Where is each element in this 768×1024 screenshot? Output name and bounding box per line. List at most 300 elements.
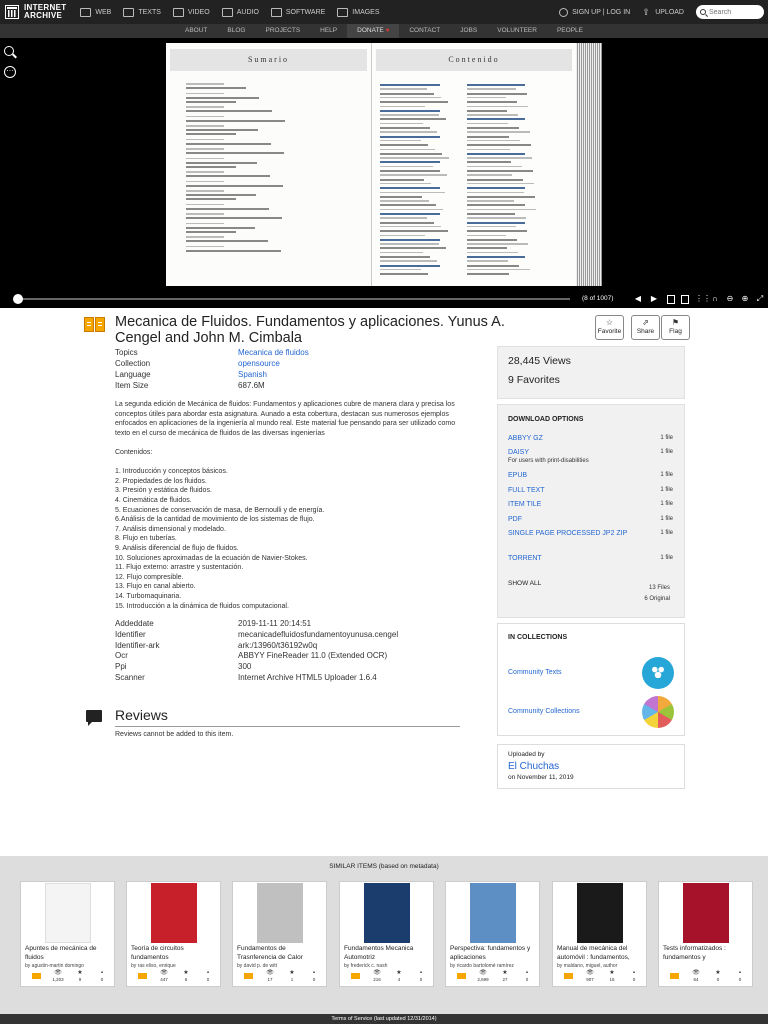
scanned-text-line	[467, 88, 516, 90]
scanned-text-line	[380, 123, 423, 125]
scanned-text-line	[467, 144, 531, 146]
book-icon	[457, 973, 466, 979]
download-file-count: 1 file	[660, 530, 673, 536]
contents-item: 4. Cinemática de fluidos.	[115, 496, 192, 504]
favorite-button[interactable]: ☆ Favorite	[595, 315, 624, 340]
scanned-text-line	[186, 129, 258, 131]
scanned-text-line	[380, 252, 423, 254]
download-format[interactable]: TORRENT	[508, 555, 542, 562]
download-file-count: 1 file	[660, 435, 673, 441]
metadata-key: Collection	[115, 359, 151, 368]
download-format[interactable]: DAISY	[508, 449, 530, 456]
scanned-text-line	[467, 157, 532, 159]
footer-terms[interactable]: Terms of Service (last updated 12/31/2014)	[0, 1014, 768, 1024]
download-option[interactable]	[508, 516, 673, 523]
stat-favs	[601, 970, 623, 984]
metadata-row	[115, 662, 398, 673]
scanned-text-line	[380, 209, 443, 211]
scanned-text-line	[380, 136, 440, 138]
scanned-text-line	[186, 93, 224, 95]
subnav-help[interactable]: HELP	[320, 27, 338, 34]
scanned-text-line	[186, 171, 224, 173]
stat-mediatype	[131, 970, 153, 984]
stat-value: 9	[78, 977, 82, 982]
scanned-text-line	[380, 106, 425, 108]
similar-item-thumbnail[interactable]	[577, 883, 623, 943]
nav-texts[interactable]: TEXTS	[123, 8, 161, 17]
similar-item-title[interactable]: Apuntes de mecánica de fluidos	[25, 945, 97, 961]
metadata-key: Identifier	[115, 629, 146, 639]
book-icon	[244, 973, 253, 979]
community-texts-icon[interactable]	[642, 657, 674, 689]
scanned-text-line	[380, 260, 437, 262]
scanned-text-line	[467, 110, 507, 112]
metadata-row	[115, 369, 309, 380]
metadata-value: 2019-11-11 20:14:51	[238, 619, 312, 628]
user-nav	[559, 0, 764, 24]
scanned-text-line	[186, 250, 281, 252]
scanned-text-line	[467, 106, 528, 108]
download-format[interactable]: EPUB	[508, 472, 528, 479]
scanned-text-line	[467, 247, 507, 249]
scanned-text-line	[186, 97, 259, 99]
metadata-row	[115, 358, 309, 369]
scanned-text-line	[467, 200, 514, 202]
similar-item-thumbnail[interactable]	[364, 883, 410, 943]
nav-audio[interactable]: AUDIO	[222, 8, 259, 17]
stat-value: 0	[716, 977, 720, 982]
subnav-about[interactable]: ABOUT	[185, 27, 208, 34]
scanned-text-line	[380, 213, 440, 215]
similar-item-title[interactable]: Manual de mecánica del automóvil : fundamentos,	[557, 945, 630, 961]
scanned-text-line	[380, 235, 425, 237]
metadata-value[interactable]: Spanish	[238, 370, 267, 379]
scanned-text-line	[186, 231, 236, 233]
texts-icon	[123, 8, 134, 17]
scanned-text-line	[186, 120, 285, 122]
metadata-key: Ppi	[115, 662, 127, 672]
stat-value: 0	[525, 977, 529, 982]
metadata-row	[115, 630, 398, 641]
stat-views	[685, 970, 707, 984]
item-title: Mecanica de Fluidos. Fundamentos y aplicaciones. Yunus A. Cengel and John M. Cimbala	[115, 314, 505, 346]
scanned-text-line	[467, 217, 526, 219]
fullscreen-icon[interactable]: ⤢	[756, 294, 764, 303]
thumbnail-view-icon[interactable]: ⋮⋮	[695, 294, 711, 303]
scanned-text-line	[186, 240, 268, 242]
scanned-text-line	[186, 181, 224, 183]
upload-link[interactable]: ⇪ UPLOAD	[642, 6, 684, 17]
metadata-value: ark:/13960/t36192w0q	[238, 640, 318, 650]
subnav-volunteer[interactable]: VOLUNTEER	[497, 27, 537, 34]
subnav-contact[interactable]: CONTACT	[409, 27, 441, 34]
stat-views	[366, 970, 388, 984]
comment-icon: ▪	[206, 970, 210, 976]
flag-button[interactable]: ⚑ Flag	[661, 315, 690, 340]
scanned-text-line	[380, 166, 433, 168]
uploaded-by-label: Uploaded by	[508, 751, 545, 758]
contents-item: 6.Análisis de la cantidad de movimiento de los sistemas de flujo.	[115, 516, 315, 524]
item-stats	[497, 346, 685, 399]
item-contents-list	[115, 448, 460, 611]
search-box	[696, 5, 764, 19]
metadata-key: Addeddate	[115, 619, 154, 628]
contents-item: 7. Análisis dimensional y modelado.	[115, 525, 226, 533]
download-option[interactable]	[508, 555, 673, 562]
book-reader	[0, 38, 768, 308]
scanned-text-line	[467, 192, 524, 194]
scanned-text-line	[380, 217, 427, 219]
search-inside-icon[interactable]	[4, 46, 14, 56]
similar-item-thumbnail[interactable]	[45, 883, 91, 943]
one-page-view-icon[interactable]	[667, 295, 675, 304]
scanned-text-line	[467, 118, 525, 120]
scanned-text-line	[186, 152, 284, 154]
scanned-text-line	[467, 196, 535, 198]
contents-item: 12. Flujo compresible.	[115, 573, 184, 581]
reviews-note: Reviews cannot be added to this item.	[115, 731, 234, 738]
collection-community-texts[interactable]: Community Texts	[508, 669, 562, 676]
book-icon	[670, 973, 679, 979]
scanned-text-line	[467, 84, 525, 86]
metadata-key: Language	[115, 370, 151, 379]
more-options-icon[interactable]: ···	[4, 66, 16, 78]
scanned-text-line	[380, 127, 430, 129]
video-icon	[173, 8, 184, 17]
similar-item-stats	[450, 970, 538, 984]
logo-text-line1: INTERNET	[24, 3, 67, 12]
stat-mediatype	[344, 970, 366, 984]
similar-item-card[interactable]	[232, 881, 327, 987]
stat-value: 6	[184, 977, 188, 982]
scanned-text-line	[467, 183, 534, 185]
similar-item-title[interactable]: Teoría de circuitos fundamentos	[131, 945, 184, 961]
scanned-text-line	[467, 269, 530, 271]
scanned-text-line	[467, 226, 516, 228]
heart-icon: ♥	[385, 28, 390, 34]
star-icon: ★	[396, 970, 402, 976]
sign-in-link[interactable]: SIGN UP | LOG IN	[559, 8, 630, 17]
scanned-text-line	[380, 131, 437, 133]
collection-community-collections[interactable]: Community Collections	[508, 708, 580, 715]
download-format[interactable]: PDF	[508, 516, 522, 523]
scanned-text-line	[186, 148, 224, 150]
two-page-view-icon[interactable]	[681, 295, 689, 304]
scanned-text-line	[467, 239, 517, 241]
scanned-text-line	[467, 213, 515, 215]
similar-item-thumbnail[interactable]	[151, 883, 197, 943]
similar-item-card[interactable]	[339, 881, 434, 987]
eye-icon: 👁	[692, 970, 700, 976]
metadata-value: Internet Archive HTML5 Uploader 1.6.4	[238, 672, 377, 682]
metadata-key: Scanner	[115, 672, 145, 682]
star-icon: ★	[77, 970, 83, 976]
scanned-text-line	[467, 136, 509, 138]
contents-item: 9. Análisis diferencial de flujo de fluidos.	[115, 544, 239, 552]
scanned-text-line	[467, 260, 508, 262]
search-icon[interactable]	[700, 9, 706, 15]
scanned-text-line	[380, 222, 434, 224]
scanned-text-line	[380, 239, 440, 241]
scanned-text-line	[380, 161, 440, 163]
web-icon	[80, 8, 91, 17]
metadata-key: Item Size	[115, 381, 149, 390]
download-options	[497, 404, 685, 618]
similar-item-title[interactable]: Fundamentos Mecanica Automotriz	[344, 945, 414, 961]
download-option[interactable]	[508, 435, 673, 442]
similar-item-author: by maldano, miguel, author	[557, 963, 618, 969]
stat-views	[259, 970, 281, 984]
eye-icon: 👁	[160, 970, 168, 976]
similar-items	[0, 856, 768, 1014]
stat-favs	[281, 970, 303, 984]
nav-video[interactable]: VIDEO	[173, 8, 210, 17]
files-total: 13 Files	[648, 585, 670, 591]
scanned-text-line	[186, 194, 256, 196]
similar-item-card[interactable]	[658, 881, 753, 987]
scanned-text-line	[186, 83, 224, 85]
zoom-in-icon[interactable]: ⊕	[741, 294, 749, 303]
page-slider-track[interactable]	[14, 298, 570, 300]
uploader-link[interactable]: El Chuchas	[508, 761, 560, 772]
scanned-text-line	[467, 97, 506, 99]
scanned-text-line	[380, 174, 447, 176]
download-option[interactable]	[508, 501, 673, 508]
similar-item-card[interactable]	[445, 881, 540, 987]
comment-icon: ▪	[525, 970, 529, 976]
metadata-value[interactable]: Mecanica de fluidos	[238, 348, 309, 357]
similar-item-card[interactable]	[20, 881, 115, 987]
scanned-text-line	[186, 106, 224, 108]
stat-favs	[388, 970, 410, 984]
scanned-text-line	[186, 204, 224, 206]
similar-item-author: by frederick c. nash	[344, 963, 388, 969]
eye-icon: 👁	[54, 970, 62, 976]
metadata-row	[115, 619, 398, 630]
subnav-donate[interactable]: DONATE ♥	[347, 24, 399, 38]
scanned-text-line	[186, 139, 224, 141]
scanned-text-line	[467, 166, 522, 168]
scanned-text-line	[380, 273, 428, 275]
stat-value: 907	[586, 977, 594, 982]
stat-value: 0	[100, 977, 104, 982]
similar-item-card[interactable]	[126, 881, 221, 987]
scanned-text-line	[467, 243, 528, 245]
scanned-text-line	[186, 133, 236, 135]
scanned-text-line	[380, 114, 439, 116]
similar-item-stats	[237, 970, 325, 984]
show-all-link[interactable]: SHOW ALL	[508, 580, 542, 587]
share-button[interactable]: ⇗ Share	[631, 315, 660, 340]
scanned-text-line	[186, 198, 236, 200]
subnav-projects[interactable]: PROJECTS	[265, 27, 301, 34]
images-icon	[337, 8, 348, 17]
stat-value: 0	[312, 977, 316, 982]
similar-item-title[interactable]: Fundamentos de Trasnferencia de Calor	[237, 945, 303, 961]
scanned-text-line	[186, 166, 236, 168]
download-option[interactable]	[508, 530, 673, 537]
subnav-jobs[interactable]: JOBS	[460, 27, 478, 34]
download-option[interactable]	[508, 487, 673, 494]
stat-reviews	[623, 970, 645, 984]
stat-reviews	[410, 970, 432, 984]
contents-item: 8. Flujo en tuberías.	[115, 535, 177, 543]
stat-views	[579, 970, 601, 984]
scanned-text-line	[380, 204, 436, 206]
favorites-count: 9 Favorites	[508, 374, 560, 386]
comment-icon: ▪	[100, 970, 104, 976]
download-format[interactable]: SINGLE PAGE PROCESSED JP2 ZIP	[508, 530, 628, 537]
scanned-text-line	[467, 101, 517, 103]
comment-icon: ▪	[312, 970, 316, 976]
similar-item-thumbnail[interactable]	[683, 883, 729, 943]
star-icon: ★	[609, 970, 615, 976]
contents-label: Contenidos:	[115, 449, 153, 456]
metadata-value[interactable]: opensource	[238, 359, 280, 368]
stat-value: 4	[397, 977, 401, 982]
similar-item-author: by agustin-martin domingo	[25, 963, 84, 969]
stat-views	[47, 970, 69, 984]
scanned-text-line	[186, 213, 224, 215]
file-counts	[644, 583, 670, 605]
download-file-count: 1 file	[660, 487, 673, 493]
scanned-text-line	[186, 223, 224, 225]
scanned-text-line	[186, 110, 272, 112]
stat-reviews	[516, 970, 538, 984]
internet-archive-logo[interactable]	[5, 4, 66, 20]
stat-views	[153, 970, 175, 984]
stat-mediatype	[663, 970, 685, 984]
stat-reviews	[197, 970, 219, 984]
scanned-text-line	[380, 140, 421, 142]
flag-icon: ⚑	[671, 318, 680, 327]
similar-item-card[interactable]	[552, 881, 647, 987]
scanned-text-line	[467, 256, 525, 258]
in-collections	[497, 623, 685, 736]
views-count: 28,445 Views	[508, 355, 571, 367]
stat-value: 2,699	[477, 977, 489, 982]
book-icon	[138, 973, 147, 979]
scanned-text-line	[467, 93, 527, 95]
download-format[interactable]: FULL TEXT	[508, 487, 545, 494]
files-original[interactable]: 6 Original	[644, 596, 670, 602]
prev-page-icon[interactable]: ◀	[634, 294, 642, 303]
item-metadata-bottom	[115, 619, 398, 684]
stat-value: 216	[373, 977, 381, 982]
scanned-text-line	[380, 88, 427, 90]
scanned-text-line	[467, 153, 525, 155]
scanned-text-line	[467, 187, 525, 189]
download-option[interactable]	[508, 449, 673, 464]
star-icon: ★	[715, 970, 721, 976]
uploader-info	[497, 744, 685, 789]
left-page	[166, 43, 372, 286]
metadata-value: ABBYY FineReader 11.0 (Extended OCR)	[238, 651, 388, 661]
book-page-spread[interactable]	[166, 43, 602, 286]
metadata-value: 687.6M	[238, 381, 265, 390]
scanned-text-line	[186, 143, 271, 145]
scanned-text-line	[380, 200, 429, 202]
page-slider-handle[interactable]	[13, 294, 23, 304]
eye-icon: 👁	[479, 970, 487, 976]
scanned-text-line	[467, 127, 519, 129]
scanned-text-line	[380, 230, 448, 232]
top-bar	[0, 0, 768, 24]
contents-item: 1. Introducción y conceptos básicos.	[115, 468, 228, 476]
metadata-row	[115, 673, 398, 684]
star-icon: ★	[502, 970, 508, 976]
download-format[interactable]: ABBYY GZ	[508, 435, 543, 442]
community-collections-icon[interactable]	[642, 696, 674, 728]
nav-images[interactable]: IMAGES	[337, 8, 379, 17]
stat-reviews	[303, 970, 325, 984]
scanned-text-line	[186, 162, 257, 164]
contents-item: 15. Introducción a la dinámica de fluidos computacional.	[115, 602, 289, 610]
scanned-text-line	[380, 153, 442, 155]
similar-item-thumbnail[interactable]	[257, 883, 303, 943]
similar-item-title[interactable]: Perspectiva: fundamentos y aplicaciones	[450, 945, 531, 961]
scanned-text-line	[380, 183, 431, 185]
metadata-row	[115, 380, 309, 391]
stat-mediatype	[237, 970, 259, 984]
similar-item-stats	[131, 970, 219, 984]
read-aloud-icon[interactable]: ∩	[712, 294, 718, 303]
download-format[interactable]: ITEM TILE	[508, 501, 542, 508]
download-file-count: 1 file	[660, 516, 673, 522]
similar-item-author: by david p. de witt	[237, 963, 278, 969]
metadata-row	[115, 641, 398, 652]
similar-item-thumbnail[interactable]	[470, 883, 516, 943]
contents-item: 14. Turbomaquinaria.	[115, 592, 182, 600]
next-page-icon[interactable]: ▶	[650, 294, 658, 303]
similar-item-title[interactable]: Tests informatizados : fundamentos y	[663, 945, 726, 961]
reviews-divider	[115, 726, 460, 727]
search-input[interactable]	[709, 9, 759, 16]
metadata-value: 300	[238, 662, 252, 672]
scanned-text-line	[186, 87, 246, 89]
similar-item-stats	[344, 970, 432, 984]
right-page-heading: Contenido	[376, 49, 572, 71]
item-description: La segunda edición de Mecánica de fluidos: Fundamentos y aplicaciones cubre de manera clara y precisa los conceptos útiles para abordar esta asignatura. Aunado a esta cobertura, destacan sus numerosos ejemplos enfocados en aplicaciones de la ingeniería al mundo real. Este material fue pensando para ser utilizado como texto en el curso de mecánica de fluidos de las diversas ingenierías	[115, 401, 456, 437]
contents-item: 3. Presión y estática de fluidos.	[115, 487, 212, 495]
scanned-text-line	[467, 235, 506, 237]
scanned-text-line	[380, 247, 446, 249]
comment-icon: ▪	[738, 970, 742, 976]
reader-toolbar	[0, 292, 768, 308]
similar-item-stats	[25, 970, 113, 984]
scanned-text-line	[380, 157, 449, 159]
similar-item-author: by ras eliso, enrique	[131, 963, 176, 969]
share-icon: ⇗	[642, 318, 649, 327]
subnav-people[interactable]: PEOPLE	[556, 27, 583, 34]
download-format-note: For users with print-disabilities	[508, 458, 589, 464]
scanned-text-line	[467, 161, 511, 163]
stat-value: 447	[160, 977, 168, 982]
scanned-text-line	[186, 101, 236, 103]
subnav-blog[interactable]: BLOG	[227, 27, 246, 34]
media-nav	[80, 8, 391, 17]
nav-software[interactable]: SOFTWARE	[271, 8, 325, 17]
zoom-out-icon[interactable]: ⊖	[726, 294, 734, 303]
stat-favs	[707, 970, 729, 984]
audio-icon	[222, 8, 233, 17]
page-stack-edge	[576, 43, 602, 286]
eye-icon: 👁	[266, 970, 274, 976]
nav-web[interactable]: WEB	[80, 8, 111, 17]
secondary-nav	[0, 24, 768, 38]
scanned-text-line	[467, 204, 525, 206]
download-option[interactable]	[508, 472, 673, 479]
